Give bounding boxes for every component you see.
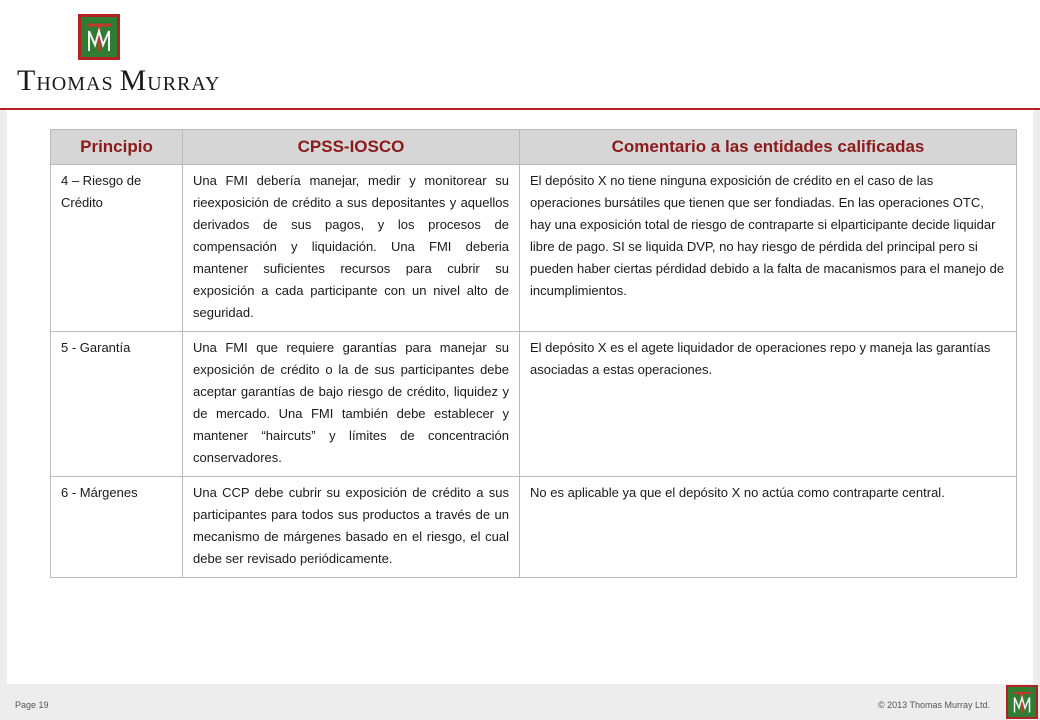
cell-comment: El depósito X es el agete liquidador de operaciones repo y maneja las garantías asociadas a estas operaciones. (520, 332, 1017, 477)
tm-monogram-icon (1006, 685, 1038, 719)
brand-word-murray: URRAY (147, 73, 221, 95)
header-cpss-iosco: CPSS-IOSCO (183, 130, 520, 165)
cell-cpss: Una CCP debe cubrir su exposición de crédito a sus participantes para todos sus productos a través de un mecanismo de márgenes basado en el riesgo, el cual debe ser revisado periódicamente. (183, 477, 520, 578)
brand-word-thomas: HOMAS (36, 73, 120, 95)
cell-cpss: Una FMI debería manejar, medir y monitorear su rieexposición de crédito a sus depositantes y aquellos derivados de sus pagos, y los procesos de compensación y liquidación. Una FMI deberia mantener suficientes recursos para cubrir su exposición a cada participante con un nivel alto de seguridad. (183, 165, 520, 332)
cell-comment: El depósito X no tiene ninguna exposición de crédito en el caso de las operaciones bursátiles que tienen que ser fondiadas. En las operaciones OTC, hay una exposición total de riesgo de contraparte si elparticipante decide liquidar libre de pago. SI se liquida DVP, no hay riesgo de pérdida del principal pero si pueden haber ciertas pérdidad debido a la falta de macanismos para el manejo de incumplimientos. (520, 165, 1017, 332)
cell-comment: No es aplicable ya que el depósito X no actúa como contraparte central. (520, 477, 1017, 578)
page-header (0, 0, 1040, 110)
cell-principle: 6 - Márgenes (51, 477, 183, 578)
table-row (51, 165, 1017, 332)
tm-monogram-svg (81, 17, 117, 57)
cell-cpss: Una FMI que requiere garantías para manejar su exposición de crédito o la de sus participantes debe aceptar garantías de bajo riesgo de crédito, liquidez y de mercado. Una FMI también debe establecer y mantener “haircuts” y límites de concentración conservadores. (183, 332, 520, 477)
footer-monogram-svg (1008, 687, 1036, 717)
header-comentario: Comentario a las entidades calificadas (520, 130, 1017, 165)
cell-principle: 5 - Garantía (51, 332, 183, 477)
slide-content (7, 110, 1033, 684)
table-header-row (51, 130, 1017, 165)
page-number: Page 19 (15, 700, 49, 710)
header-principio: Principio (51, 130, 183, 165)
principles-table (50, 129, 1017, 578)
table-row (51, 477, 1017, 578)
table-row (51, 332, 1017, 477)
brand-initial-m: M (119, 64, 148, 97)
tm-monogram-icon (78, 14, 120, 60)
copyright-text: © 2013 Thomas Murray Ltd. (878, 700, 991, 710)
brand-wordmark (17, 64, 220, 98)
brand-initial-t: T (17, 64, 37, 97)
cell-principle: 4 – Riesgo de Crédito (51, 165, 183, 332)
